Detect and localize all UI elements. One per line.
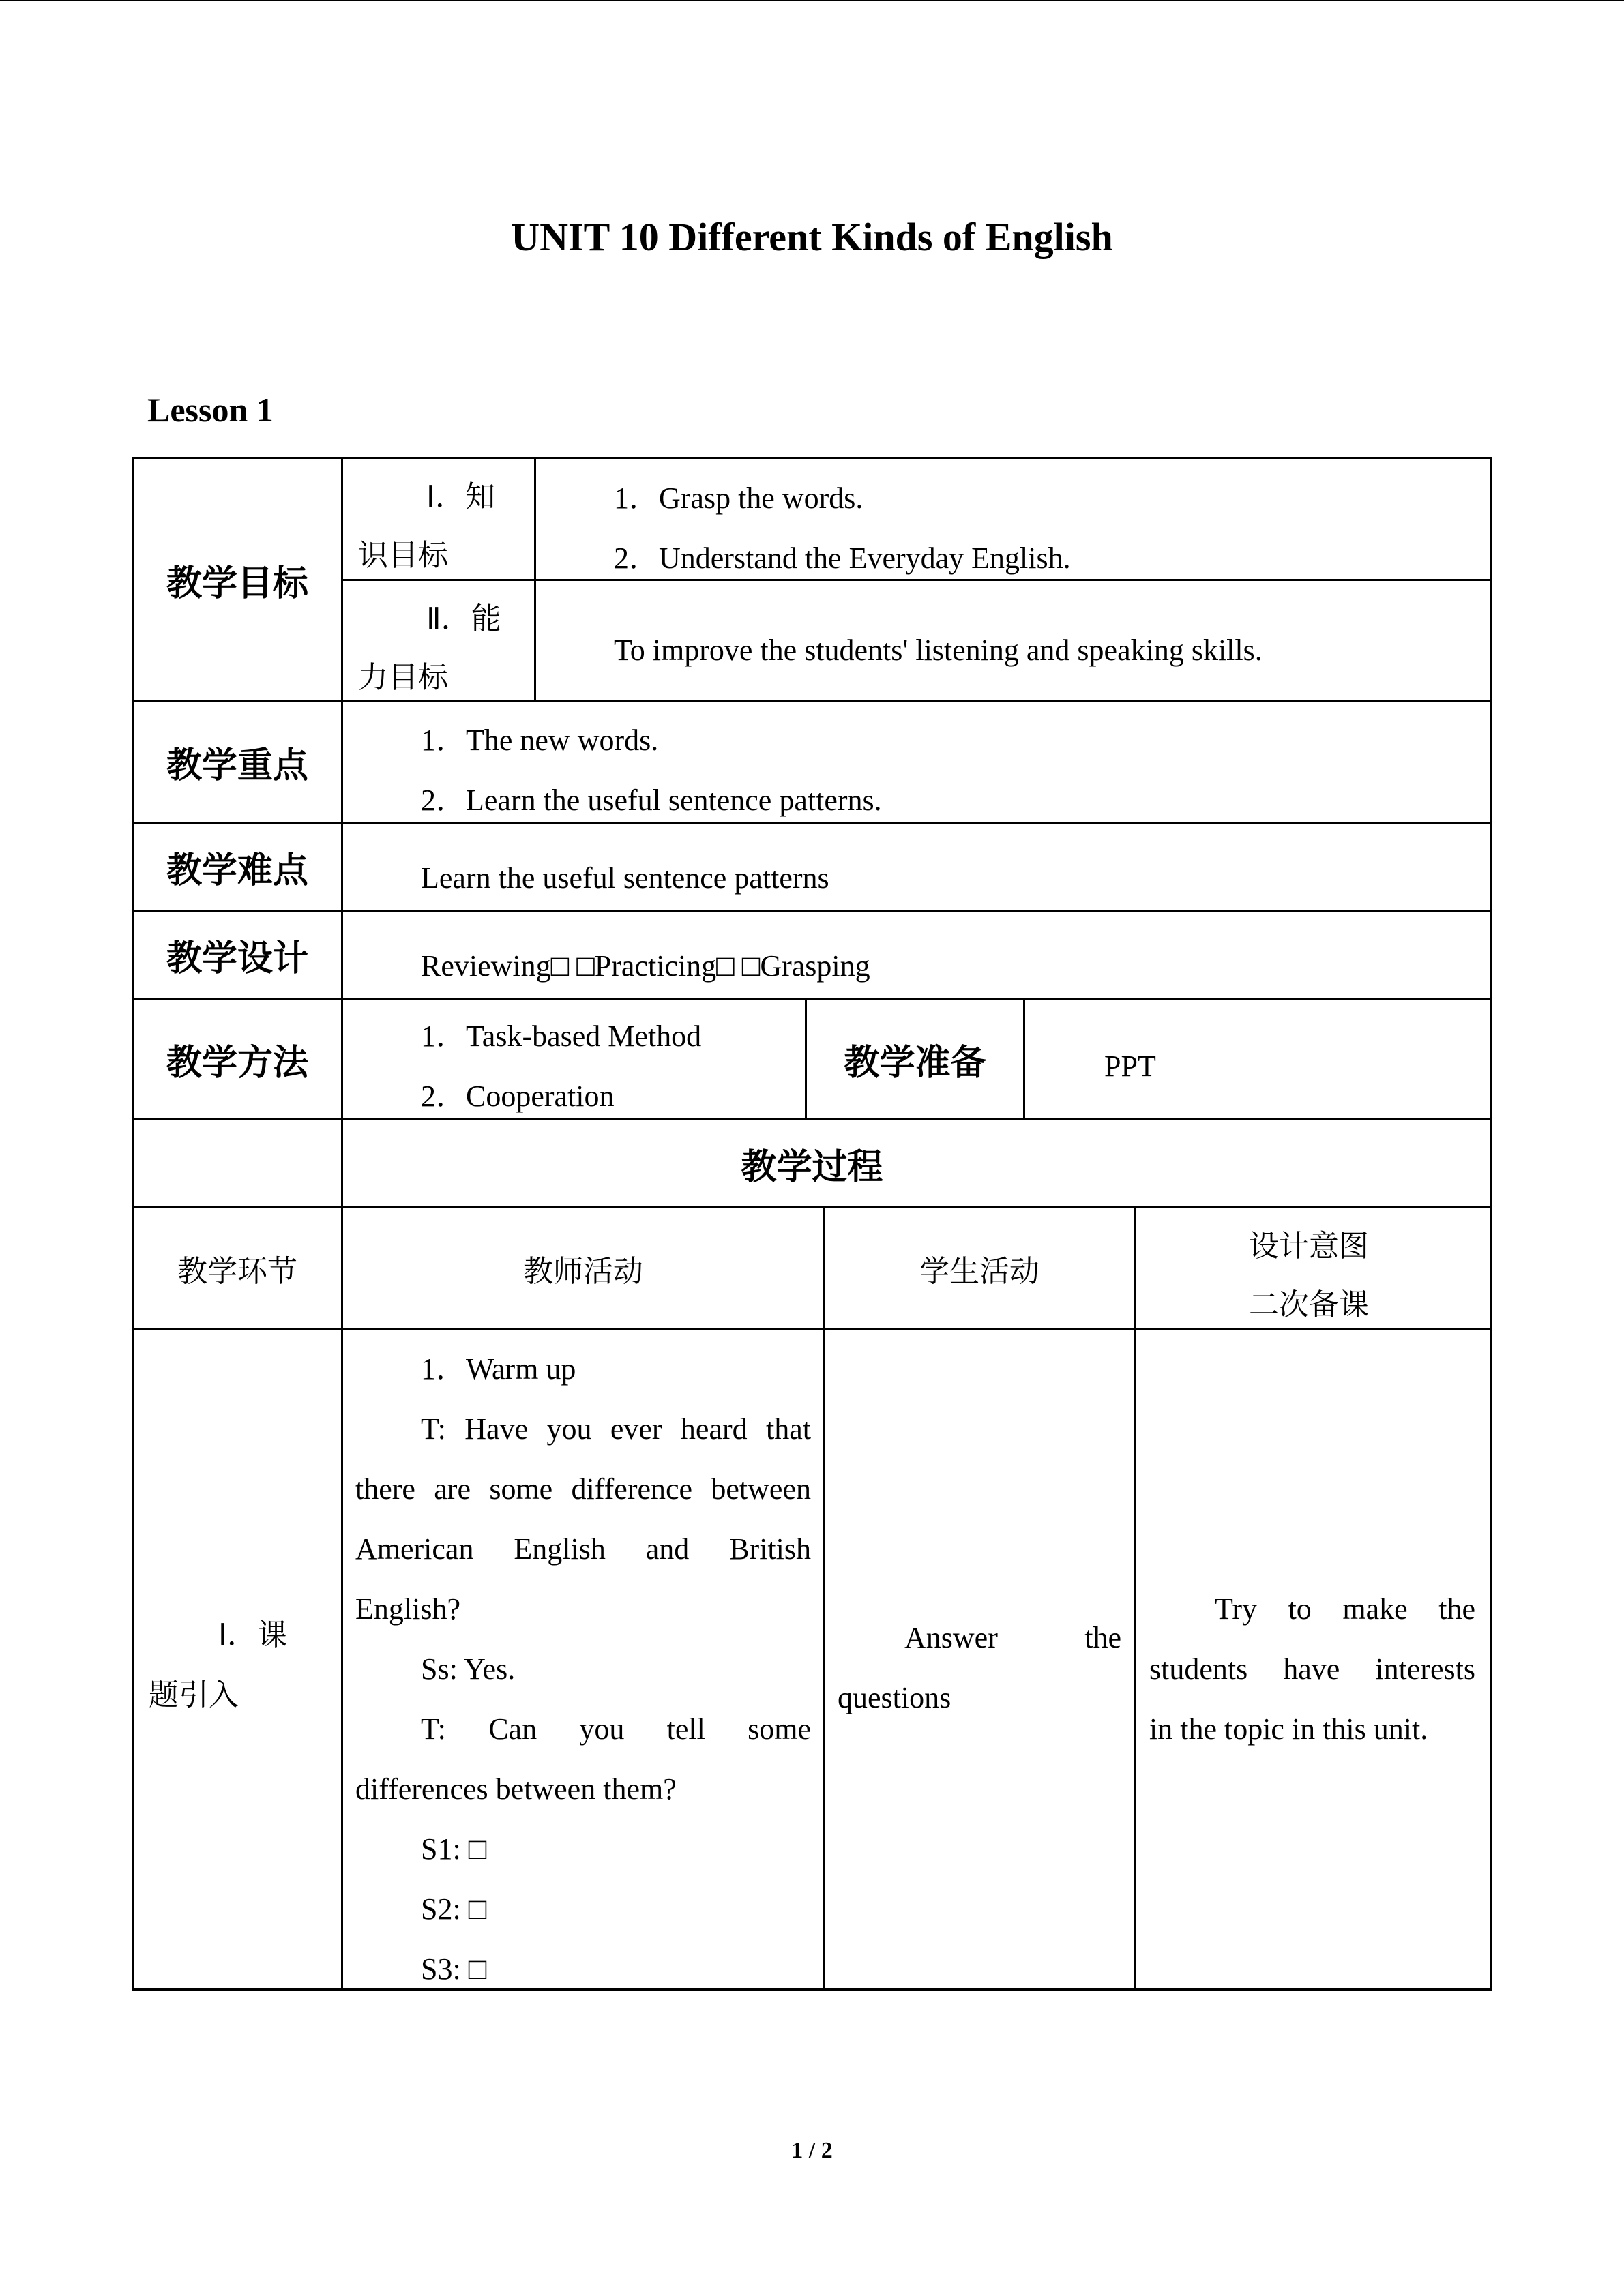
- stage-cell: [134, 1330, 341, 1988]
- student-line: Answer the: [904, 1621, 1121, 1654]
- stage-line1: Ⅰ．课: [218, 1617, 287, 1652]
- difficulties-content: [343, 824, 1490, 910]
- knowledge-objective-label: [343, 459, 534, 579]
- ability-objective-label: [343, 581, 534, 700]
- intent-line: students have interests: [1149, 1652, 1475, 1686]
- methods-label: 教学方法: [166, 1042, 308, 1084]
- teacher-line: T: Have you ever heard that: [421, 1412, 811, 1446]
- teacher-line: there are some difference between: [355, 1472, 811, 1506]
- table-border-right: [1490, 457, 1492, 1991]
- column-header-student: 学生活动: [919, 1253, 1039, 1289]
- knowledge-objective-content: [536, 459, 1490, 579]
- design-content: [343, 912, 1490, 998]
- lesson-heading: Lesson 1: [147, 391, 274, 429]
- teacher-line: S2: □: [421, 1892, 487, 1926]
- key-points-label: 教学重点: [166, 745, 308, 786]
- preparation-content: [1025, 1000, 1490, 1118]
- column-header-teacher: 教师活动: [523, 1253, 643, 1289]
- student-activity-cell: [825, 1330, 1134, 1988]
- ability-objective-content: [536, 581, 1490, 700]
- teacher-line: S1: □: [421, 1832, 487, 1866]
- teacher-line: Ss: Yes.: [421, 1652, 516, 1686]
- column-header-prep-line2: 二次备课: [1249, 1287, 1369, 1322]
- design-intent-cell: [1136, 1330, 1490, 1988]
- column-header-intent-line1: 设计意图: [1249, 1229, 1369, 1264]
- key-point-item: 2．Learn the useful sentence patterns.: [421, 784, 882, 817]
- difficulties-label: 教学难点: [166, 850, 308, 891]
- method-item: 1．Task-based Method: [421, 1019, 702, 1053]
- knowledge-item: 1．Grasp the words.: [614, 481, 863, 515]
- teacher-line: differences between them?: [355, 1772, 677, 1806]
- methods-content: [343, 1000, 805, 1118]
- preparation-value: PPT: [1104, 1049, 1156, 1083]
- ability-objective-text: To improve the students' listening and speaking skills.: [614, 633, 1263, 667]
- teacher-line: American English and British: [355, 1532, 811, 1566]
- knowledge-item: 2．Understand the Everyday English.: [614, 541, 1071, 575]
- difficulties-text: Learn the useful sentence patterns: [421, 861, 829, 895]
- student-line: questions: [838, 1681, 951, 1714]
- preparation-label: 教学准备: [844, 1042, 986, 1084]
- teacher-line: 1．Warm up: [421, 1352, 576, 1386]
- ability-label-line2: 力目标: [358, 660, 448, 695]
- ability-label-line1: Ⅱ．能: [426, 601, 501, 636]
- objectives-label: 教学目标: [166, 563, 308, 604]
- column-header-intent: [1136, 1208, 1490, 1328]
- column-header-stage: 教学环节: [177, 1253, 297, 1289]
- key-points-content: [343, 702, 1490, 822]
- table-border-bottom: [132, 1988, 1492, 1991]
- teacher-activity-cell: [343, 1330, 823, 1988]
- stage-line2: 题引入: [149, 1678, 239, 1712]
- teacher-line: English?: [355, 1592, 460, 1626]
- document-title: UNIT 10 Different Kinds of English: [511, 215, 1113, 259]
- page-number: 1 / 2: [791, 2138, 833, 2163]
- intent-line: Try to make the: [1215, 1592, 1475, 1626]
- process-heading: 教学过程: [741, 1146, 883, 1188]
- key-point-item: 1．The new words.: [421, 724, 659, 757]
- method-item: 2．Cooperation: [421, 1079, 615, 1113]
- intent-line: in the topic in this unit.: [1149, 1712, 1428, 1746]
- teacher-line: T: Can you tell some: [421, 1712, 811, 1746]
- design-text: Reviewing□ □Practicing□ □Grasping: [421, 949, 870, 983]
- design-label: 教学设计: [166, 938, 308, 979]
- teacher-line: S3: □: [421, 1952, 487, 1986]
- knowledge-label-line1: Ⅰ．知: [426, 479, 495, 514]
- knowledge-label-line2: 识目标: [358, 538, 448, 573]
